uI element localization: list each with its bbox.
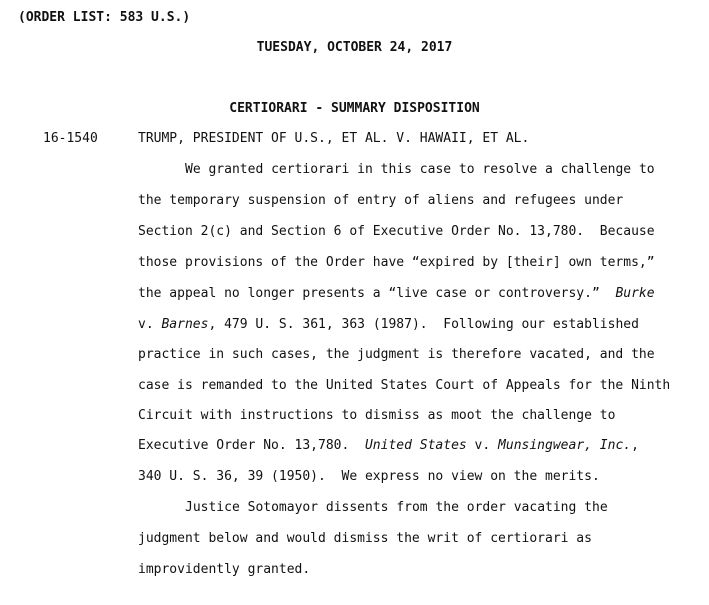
opinion-line-1: We granted certiorari in this case to resolve a challenge to <box>185 162 655 177</box>
opinion-line-10 <box>138 438 639 454</box>
opinion-line-6-v: v. <box>138 317 162 332</box>
case-name-barnes: Barnes <box>161 317 209 332</box>
opinion-line-10-v: v. <box>466 438 499 453</box>
opinion-line-5 <box>138 286 655 302</box>
opinion-line-5-text: the appeal no longer presents a “live case or controversy.” <box>138 286 616 301</box>
opinion-line-4: those provisions of the Order have “expired by [their] own terms,” <box>138 255 655 270</box>
opinion-line-10-comma: , <box>631 438 639 453</box>
opinion-line-2: the temporary suspension of entry of aliens and refugees under <box>138 193 624 208</box>
dissent-line-2: judgment below and would dismiss the writ of certiorari as <box>138 531 592 546</box>
opinion-line-7: practice in such cases, the judgment is therefore vacated, and the <box>138 347 655 362</box>
opinion-line-6 <box>138 317 639 333</box>
dissent-line-1: Justice Sotomayor dissents from the order vacating the <box>185 500 608 515</box>
order-date: TUESDAY, OCTOBER 24, 2017 <box>256 40 453 55</box>
opinion-line-8: case is remanded to the United States Court of Appeals for the Ninth <box>138 378 671 393</box>
case-title: TRUMP, PRESIDENT OF U.S., ET AL. V. HAWAII, ET AL. <box>138 131 530 146</box>
case-name-munsingwear: Munsingwear, Inc. <box>498 438 632 453</box>
case-name-burke: Burke <box>615 286 655 301</box>
opinion-line-10-text: Executive Order No. 13,780. <box>138 438 365 453</box>
opinion-line-6-text: , 479 U. S. 361, 363 (1987). Following our established <box>208 317 639 332</box>
dissent-line-3: improvidently granted. <box>138 562 311 577</box>
order-list-header: (ORDER LIST: 583 U.S.) <box>18 10 191 25</box>
section-heading: CERTIORARI - SUMMARY DISPOSITION <box>229 101 480 116</box>
case-name-united-states: United States <box>364 438 467 453</box>
docket-number: 16-1540 <box>43 131 98 146</box>
opinion-line-3: Section 2(c) and Section 6 of Executive Order No. 13,780. Because <box>138 224 655 239</box>
opinion-line-9: Circuit with instructions to dismiss as moot the challenge to <box>138 408 616 423</box>
opinion-line-11: 340 U. S. 36, 39 (1950). We express no view on the merits. <box>138 469 600 484</box>
